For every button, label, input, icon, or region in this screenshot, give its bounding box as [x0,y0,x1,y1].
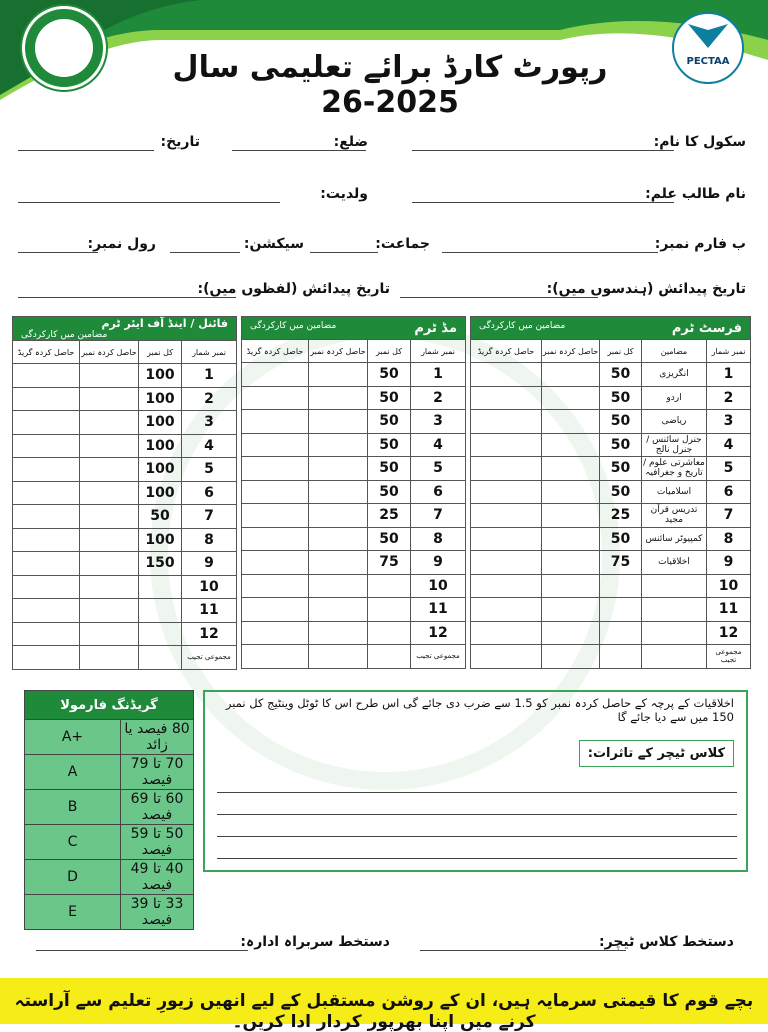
serial-cell: 2 [182,387,237,411]
class-label: جماعت: [375,236,430,252]
grade-cell[interactable] [471,480,542,504]
final-term-subtitle: مضامین میں کارکردگی [21,330,108,340]
serial-cell: 9 [182,552,237,576]
obtained-marks-cell[interactable] [80,458,139,482]
serial-cell: 10 [707,574,751,598]
grading-row [25,720,194,755]
grade-cell[interactable] [242,457,309,481]
table-row [242,410,466,434]
grade-cell[interactable] [242,386,309,410]
obtained-marks-cell[interactable] [80,622,139,646]
obtained-marks-cell[interactable] [542,551,600,575]
grading-title: گریڈنگ فارمولا [25,691,194,720]
subject-cell: معاشرتی علوم / تاریخ و جغرافیہ [643,458,705,479]
col-serial: نمبر شمار [411,340,466,363]
obtained-marks-cell[interactable] [309,363,368,387]
serial-cell: 1 [707,363,751,387]
obtained-marks-cell[interactable] [309,410,368,434]
obtained-marks-cell[interactable] [542,527,600,551]
total-marks-cell: 50 [600,457,642,481]
subject-cell: اخلاقیات [642,551,707,575]
grade-range: 60 تا 69 فیصد [121,790,194,825]
grade-cell[interactable] [13,528,80,552]
total-marks-cell: 75 [368,551,411,575]
serial-cell: 3 [182,411,237,435]
subject-cell: اسلامیات [642,480,707,504]
table-row [242,551,466,575]
total-marks-cell: 100 [139,434,182,458]
table-row [13,552,237,576]
serial-cell: 7 [182,505,237,529]
section-field[interactable] [170,252,240,253]
total-marks-cell: 50 [368,433,411,457]
dob-numeric-label: تاریخ پیدائش (ہندسوں میں): [546,281,746,297]
total-marks-cell: 25 [368,504,411,528]
subject-cell [642,598,707,622]
table-row [242,621,466,645]
dob-words-field[interactable] [18,297,236,298]
grade-cell[interactable] [242,621,309,645]
total-marks-cell [368,598,411,622]
b-form-label: ب فارم نمبر: [654,236,746,252]
obtained-marks-cell[interactable] [80,411,139,435]
district-label: ضلع: [333,134,368,150]
table-row [471,386,751,410]
head-signature-field[interactable] [36,950,248,951]
table-row [471,433,751,457]
grade-cell[interactable] [242,551,309,575]
first-term-title: فرسٹ ٹرم [671,320,742,336]
notes-box [203,690,748,872]
total-marks-cell: 50 [600,480,642,504]
serial-cell: 7 [707,504,751,528]
class-field[interactable] [310,252,378,253]
obtained-marks-cell[interactable] [80,481,139,505]
obtained-marks-cell[interactable] [80,364,139,388]
table-row [13,411,237,435]
table-row [242,574,466,598]
serial-cell: 9 [707,551,751,575]
grade-cell[interactable] [471,598,542,622]
final-term-total-label: مجموعی تجیب [182,646,237,670]
total-marks-cell: 50 [368,527,411,551]
table-row [13,528,237,552]
table-row [471,551,751,575]
obtained-marks-cell[interactable] [542,386,600,410]
total-marks-cell: 100 [139,481,182,505]
obtained-marks-cell[interactable] [309,574,368,598]
page-title: رپورٹ کارڈ برائے تعلیمی سال 2025-26 [172,50,608,120]
serial-cell: 12 [707,621,751,645]
table-row [242,363,466,387]
grade-cell[interactable] [13,434,80,458]
serial-cell: 2 [707,386,751,410]
district-field[interactable] [232,150,366,151]
subject-cell: ریاضی [642,410,707,434]
grade-range: 33 تا 39 فیصد [121,895,194,930]
class-teacher-signature-label: دستخط کلاس ٹیچر: [599,934,734,950]
serial-cell: 10 [411,574,466,598]
grading-row [25,860,194,895]
total-marks-cell [600,574,642,598]
grade-cell[interactable] [13,552,80,576]
date-label: تاریخ: [160,134,200,150]
serial-cell: 6 [182,481,237,505]
total-marks-cell [139,622,182,646]
obtained-marks-cell[interactable] [309,551,368,575]
obtained-marks-cell[interactable] [80,434,139,458]
col-subject: مضامین [642,340,707,363]
serial-cell: 6 [707,480,751,504]
remarks-line[interactable] [217,814,737,815]
obtained-marks-cell[interactable] [309,457,368,481]
serial-cell: 11 [411,598,466,622]
serial-cell: 1 [411,363,466,387]
total-marks-cell: 100 [139,387,182,411]
serial-cell: 11 [707,598,751,622]
mid-term-total-label: مجموعی تجیب [411,645,466,669]
dob-numeric-field[interactable] [400,297,598,298]
grade-letter: E [25,895,121,930]
grade-cell[interactable] [242,480,309,504]
obtained-marks-cell[interactable] [309,527,368,551]
total-marks-cell [139,599,182,623]
b-form-field[interactable] [442,252,658,253]
student-name-field[interactable] [412,202,674,203]
total-marks-cell: 25 [600,504,642,528]
obtained-marks-cell[interactable] [542,480,600,504]
col-obtained: حاصل کردہ نمبر [542,340,600,363]
table-row [13,458,237,482]
grade-cell[interactable] [242,598,309,622]
table-row [13,434,237,458]
grade-cell[interactable] [242,504,309,528]
total-marks-cell: 50 [139,505,182,529]
table-row [471,410,751,434]
serial-cell: 4 [707,433,751,457]
table-row [242,504,466,528]
final-term-title: فائنل / اینڈ آف ایئر ٹرم [101,317,228,330]
grading-formula-table [24,690,194,930]
school-name-label: سکول کا نام: [653,134,746,150]
grade-cell[interactable] [13,364,80,388]
obtained-marks-cell[interactable] [309,621,368,645]
first-term-table [470,316,751,669]
roll-no-field[interactable] [18,252,98,253]
grade-letter: B [25,790,121,825]
serial-cell: 4 [411,433,466,457]
obtained-marks-cell[interactable] [542,457,600,481]
table-row [242,598,466,622]
serial-cell: 8 [182,528,237,552]
table-row [471,457,751,481]
table-row [242,457,466,481]
col-total: کل نمبر [368,340,411,363]
grade-cell[interactable] [242,410,309,434]
grade-cell[interactable] [242,433,309,457]
grade-cell[interactable] [471,457,542,481]
total-marks-cell [600,621,642,645]
date-field[interactable] [18,150,154,151]
grade-cell[interactable] [13,599,80,623]
serial-cell: 4 [182,434,237,458]
col-obtained: حاصل کردہ نمبر [80,341,139,364]
grade-cell[interactable] [471,574,542,598]
grade-cell[interactable] [13,387,80,411]
grade-range: 40 تا 49 فیصد [121,860,194,895]
table-row [471,574,751,598]
table-row [242,527,466,551]
serial-cell: 5 [707,457,751,481]
obtained-marks-cell[interactable] [542,598,600,622]
total-marks-cell: 75 [600,551,642,575]
obtained-marks-cell[interactable] [542,621,600,645]
col-obtained: حاصل کردہ نمبر [309,340,368,363]
first-term-total-label: مجموعی تجیب [707,645,751,669]
punjab-logo [22,6,106,90]
total-marks-cell: 50 [368,363,411,387]
grade-cell[interactable] [13,622,80,646]
grade-cell[interactable] [13,505,80,529]
total-marks-cell [368,574,411,598]
total-marks-cell: 50 [368,457,411,481]
obtained-marks-cell[interactable] [309,480,368,504]
head-signature-label: دستخط سربراہ ادارہ: [240,934,390,950]
grade-letter: A+ [25,720,121,755]
obtained-marks-cell[interactable] [80,552,139,576]
table-row [13,622,237,646]
obtained-marks-cell[interactable] [542,574,600,598]
serial-cell: 10 [182,575,237,599]
col-grade: حاصل کردہ گریڈ [471,340,542,363]
ethics-note: اخلاقیات کے پرچہ کے حاصل کردہ نمبر کو 1.5 سے ضرب دی جائے گی اس طرح اس کا ٹوٹل وینٹیج کل نمبر 150 میں سے دیا جائے گا [225,696,734,724]
mid-term-subtitle: مضامین میں کارکردگی [250,320,337,331]
first-term-subtitle: مضامین میں کارکردگی [479,320,566,331]
total-marks-cell: 50 [368,386,411,410]
col-serial: نمبر شمار [707,340,751,363]
grade-cell[interactable] [471,504,542,528]
col-total: کل نمبر [600,340,642,363]
total-marks-cell: 50 [600,386,642,410]
grade-letter: D [25,860,121,895]
col-grade: حاصل کردہ گریڈ [242,340,309,363]
grade-range: 70 تا 79 فیصد [121,755,194,790]
subject-cell [642,621,707,645]
total-marks-cell: 100 [139,411,182,435]
serial-cell: 9 [411,551,466,575]
student-name-label: نام طالب علم: [645,186,746,202]
serial-cell: 7 [411,504,466,528]
roll-no-label: رول نمبر: [87,236,156,252]
grade-range: 50 تا 59 فیصد [121,825,194,860]
table-row [471,598,751,622]
subject-cell: انگریزی [642,363,707,387]
serial-cell: 12 [411,621,466,645]
grade-cell[interactable] [471,527,542,551]
table-row [471,480,751,504]
subject-cell: تدریس قرآن مجید [642,504,707,528]
serial-cell: 3 [707,410,751,434]
table-row [13,575,237,599]
grade-cell[interactable] [13,575,80,599]
serial-cell: 6 [411,480,466,504]
total-marks-cell: 50 [368,410,411,434]
total-marks-cell: 50 [600,433,642,457]
total-marks-cell: 150 [139,552,182,576]
table-row [13,505,237,529]
total-marks-cell [368,621,411,645]
table-row [13,599,237,623]
table-row [471,527,751,551]
total-marks-cell: 50 [600,527,642,551]
school-name-field[interactable] [412,150,674,151]
mid-term-table [241,316,466,669]
remarks-line[interactable] [217,858,737,859]
subject-cell: کمپیوٹر سائنس [642,527,707,551]
grade-cell[interactable] [471,433,542,457]
grade-cell[interactable] [471,410,542,434]
obtained-marks-cell[interactable] [80,575,139,599]
serial-cell: 1 [182,364,237,388]
final-term-table [12,316,237,670]
grade-cell[interactable] [471,363,542,387]
obtained-marks-cell[interactable] [80,599,139,623]
obtained-marks-cell[interactable] [309,504,368,528]
table-row [471,363,751,387]
serial-cell: 3 [411,410,466,434]
father-name-label: ولدیت: [320,186,368,202]
grade-cell[interactable] [13,411,80,435]
grade-cell[interactable] [13,481,80,505]
serial-cell: 12 [182,622,237,646]
total-marks-cell: 50 [368,480,411,504]
total-marks-cell [139,575,182,599]
col-serial: نمبر شمار [182,341,237,364]
total-marks-cell: 50 [600,363,642,387]
class-teacher-signature-field[interactable] [420,950,626,951]
table-row [13,387,237,411]
grade-cell[interactable] [242,527,309,551]
grade-range: 80 فیصد یا زائد [121,720,194,755]
obtained-marks-cell[interactable] [542,410,600,434]
grade-letter: C [25,825,121,860]
class-teacher-remarks-label: کلاس ٹیچر کے تاثرات: [579,740,734,767]
grading-row [25,790,194,825]
grade-cell[interactable] [471,621,542,645]
footer-slogan: بچے قوم کا قیمتی سرمایہ ہیں، ان کے روشن مستقبل کے لیے انھیں زیورِ تعلیم سے آراستہ کرنے میں اپنا بھرپور کردار ادا کریں۔ [14,991,754,1032]
table-row [471,621,751,645]
obtained-marks-cell[interactable] [80,528,139,552]
col-total: کل نمبر [139,341,182,364]
grade-letter: A [25,755,121,790]
obtained-marks-cell[interactable] [542,504,600,528]
footer-banner [0,978,768,1032]
mid-term-title: مڈ ٹرم [414,320,457,336]
subject-cell: اردو [642,386,707,410]
serial-cell: 5 [182,458,237,482]
serial-cell: 2 [411,386,466,410]
father-name-field[interactable] [18,202,280,203]
table-row [242,433,466,457]
grade-cell[interactable] [471,551,542,575]
serial-cell: 8 [411,527,466,551]
serial-cell: 8 [707,527,751,551]
grade-cell[interactable] [242,363,309,387]
total-marks-cell: 100 [139,528,182,552]
subject-cell: جنرل سائنس / جنرل نالج [642,433,707,457]
section-label: سیکشن: [243,236,304,252]
remarks-line[interactable] [217,792,737,793]
table-row [242,386,466,410]
obtained-marks-cell[interactable] [80,505,139,529]
total-marks-cell: 50 [600,410,642,434]
obtained-marks-cell[interactable] [542,363,600,387]
obtained-marks-cell[interactable] [542,433,600,457]
table-row [471,504,751,528]
table-row [13,364,237,388]
col-grade: حاصل کردہ گریڈ [13,341,80,364]
grading-row [25,825,194,860]
total-marks-cell: 100 [139,458,182,482]
obtained-marks-cell[interactable] [309,598,368,622]
grading-row [25,895,194,930]
grading-row [25,755,194,790]
total-marks-cell: 100 [139,364,182,388]
pectaa-logo-text: PECTAA [686,56,730,67]
grade-cell[interactable] [471,386,542,410]
table-row [242,480,466,504]
pectaa-logo [672,12,744,84]
obtained-marks-cell[interactable] [309,433,368,457]
grade-cell[interactable] [242,574,309,598]
obtained-marks-cell[interactable] [309,386,368,410]
subject-cell [642,574,707,598]
grade-cell[interactable] [13,458,80,482]
table-row [13,481,237,505]
obtained-marks-cell[interactable] [80,387,139,411]
remarks-line[interactable] [217,836,737,837]
total-marks-cell [600,598,642,622]
dob-words-label: تاریخ پیدائش (لفظوں میں): [197,281,390,297]
serial-cell: 5 [411,457,466,481]
serial-cell: 11 [182,599,237,623]
